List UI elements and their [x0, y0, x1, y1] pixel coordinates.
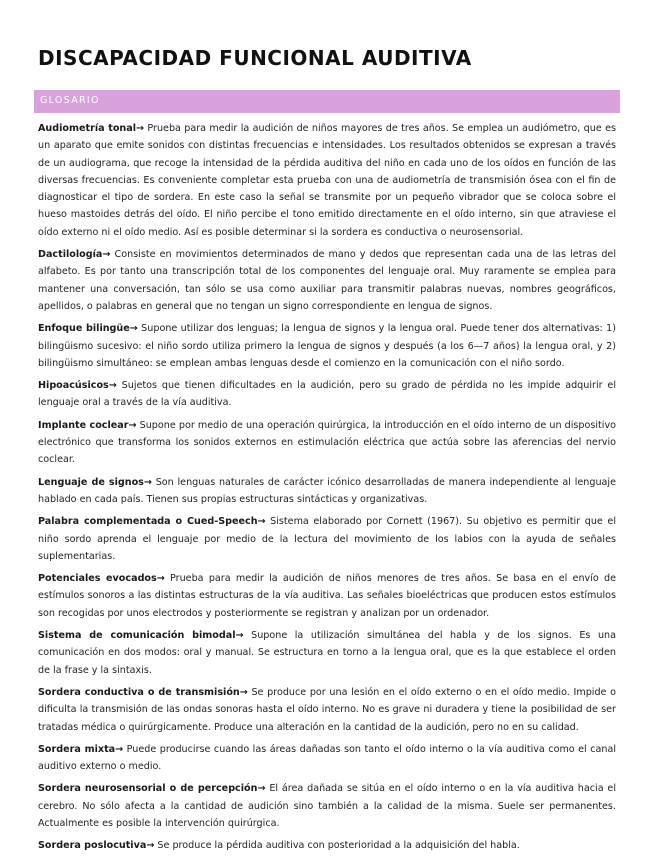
arrow-icon: →: [235, 630, 244, 642]
glossary-definition: Prueba para medir la audición de niños mayores de tres años. Se emplea un audiómetro, que es un aparato que emite sonidos con distintas frecuencias e intensidades. Los resultados obtenidos se expresan a través de un audiograma, que recoge la intensidad de la pérdida auditiva del niño en cada uno de los oídos en función de las diversas frecuencias. Es conveniente completar esta prueba con una de audiometría de transmisión ósea con el fin de diagnosticar el tipo de sordera. En este caso la señal se transmite por un pequeño vibrador que se coloca sobre el hueso mastoides detrás del oído. El niño percibe el tono emitido directamente en el oído interno, sin que atraviese el oído externo ni el oído medio. Así es posible determinar si la sordera es conductiva o neurosensorial.: [38, 123, 616, 238]
glossary-definition: Se produce la pérdida auditiva con posterioridad a la adquisición del habla.: [154, 840, 520, 852]
glossary-term: Lenguaje de signos: [38, 476, 144, 488]
glossary-term: Audiometría tonal: [38, 123, 136, 134]
glossary-term: Sordera poslocutiva: [38, 840, 147, 852]
glossary-entry-hipoacusicos: [38, 377, 616, 412]
arrow-icon: →: [136, 123, 145, 134]
arrow-icon: →: [128, 419, 137, 431]
glossary-definition: Consiste en movimientos determinados de mano y dedos que representan cada una de las letras del alfabeto. Es por tanto una transcripción total de los componentes del lenguaje oral. Muy raramente se emplea para mantener una conversación, tan sólo se usa como auxiliar para transmitir palabras nuevas, nombres geográficos, apellidos, o palabras en general que no tengan un signo correspondiente en lengua de signos.: [38, 249, 616, 312]
section-header-band: [34, 90, 620, 113]
glossary-term: Sistema de comunicación bimodal: [38, 630, 236, 642]
arrow-icon: →: [143, 476, 152, 488]
arrow-icon: →: [115, 743, 124, 755]
glossary-term: Enfoque bilingüe: [38, 323, 130, 335]
glossary-entry-sistema-bimodal: [38, 627, 616, 679]
glossary-entry-sordera-poslocutiva: [38, 837, 616, 854]
glossary-term: Sordera conductiva o de transmisión: [38, 686, 240, 698]
glossary-entry-implante-coclear: [38, 417, 616, 469]
arrow-icon: →: [257, 516, 266, 528]
glossary-definition: Sistema elaborado por Cornett (1967). Su objetivo es permitir que el niño sordo aprenda el lenguaje por medio de la lectura del movimiento de los labios con la ayuda de señales suplementarias.: [38, 516, 616, 562]
glossary-term: Hipoacúsicos: [38, 380, 109, 392]
glossary-term: Sordera neurosensorial o de percepción: [38, 783, 258, 795]
arrow-icon: →: [146, 840, 155, 852]
glossary-term: Potenciales evocados: [38, 573, 157, 585]
arrow-icon: →: [102, 249, 111, 261]
glossary-term: Implante coclear: [38, 419, 129, 431]
page-title: DISCAPACIDAD FUNCIONAL AUDITIVA: [38, 46, 472, 70]
glossary-entry-audiometria-tonal: [38, 120, 616, 241]
glossary-definition: Son lenguas naturales de carácter icónico desarrolladas de manera independiente al lenguaje hablado en cada país. Tienen sus propias estructuras sintácticas y organizativas.: [38, 476, 616, 505]
glossary-term: Sordera mixta: [38, 743, 116, 755]
glossary-definition: Se produce por una lesión en el oído externo o en el oído medio. Impide o dificulta la transmisión de las ondas sonoras hasta el oído interno. No es grave ni duradera y tiene la posibilidad de ser tratadas médica o quirúrgicamente. Produce una alteración en la cantidad de la audición, pero no en su calidad.: [38, 686, 616, 733]
section-label: GLOSARIO: [40, 95, 100, 106]
glossary-definition: Sujetos que tienen dificultades en la audición, pero su grado de pérdida no les impide adquirir el lenguaje oral a través de la vía auditiva.: [38, 380, 616, 409]
glossary-definition: Supone por medio de una operación quirúrgica, la introducción en el oído interno de un dispositivo electrónico que transforma los sonidos externos en estimulación eléctrica que actúa sobre las aferencias del nervio coclear.: [38, 419, 616, 466]
glossary-definition: Supone utilizar dos lenguas; la lengua de signos y la lengua oral. Puede tener dos alternativas: 1) bilingüismo sucesivo: el niño sordo utiliza primero la lengua de signos y después (a los 6—7 años) la lengua oral, y 2) bilingüismo simultáneo: se emplean ambas lenguas desde el comienzo en la comunicación con el niño sordo.: [38, 323, 616, 369]
arrow-icon: →: [239, 686, 248, 698]
glossary-entry-sordera-mixta: [38, 741, 616, 776]
arrow-icon: →: [108, 380, 117, 392]
glossary-term: Palabra complementada o Cued-Speech: [38, 516, 258, 528]
glossary-entry-dactilologia: [38, 246, 616, 315]
glossary-definition: Supone la utilización simultánea del habla y de los signos. Es una comunicación en dos modos: oral y manual. Se estructura en torno a la lengua oral, que es la que establece el orden de la frase y la sintaxis.: [38, 630, 616, 676]
glossary-entry-enfoque-bilingue: [38, 320, 616, 372]
arrow-icon: →: [156, 573, 165, 585]
glossary-entry-sordera-conductiva: [38, 684, 616, 736]
arrow-icon: →: [257, 783, 266, 795]
arrow-icon: →: [129, 323, 138, 335]
glossary-entry-palabra-complementada: [38, 513, 616, 565]
glossary-list: [38, 120, 616, 860]
glossary-entry-sordera-neurosensorial: [38, 780, 616, 832]
glossary-term: Dactilología: [38, 249, 103, 261]
glossary-entry-potenciales-evocados: [38, 570, 616, 622]
glossary-definition: Prueba para medir la audición de niños menores de tres años. Se basa en el envío de estímulos sonoros a las distintas estructuras de la vía auditiva. Las señales bioeléctricas que producen estos estímulos son recogidas por unos electrodos y posteriormente se registran y analizan por un ordenador.: [38, 573, 616, 619]
glossary-entry-lenguaje-de-signos: [38, 474, 616, 509]
glossary-definition: El área dañada se sitúa en el oído interno o en la vía auditiva hacia el cerebro. No sólo afecta a la cantidad de audición sino también a la calidad de la misma. Suele ser permanentes. Actualmente es posible la intervención quirúrgica.: [38, 783, 616, 829]
glossary-definition: Puede producirse cuando las áreas dañadas son tanto el oído interno o la vía auditiva como el canal auditivo externo o medio.: [38, 743, 616, 773]
